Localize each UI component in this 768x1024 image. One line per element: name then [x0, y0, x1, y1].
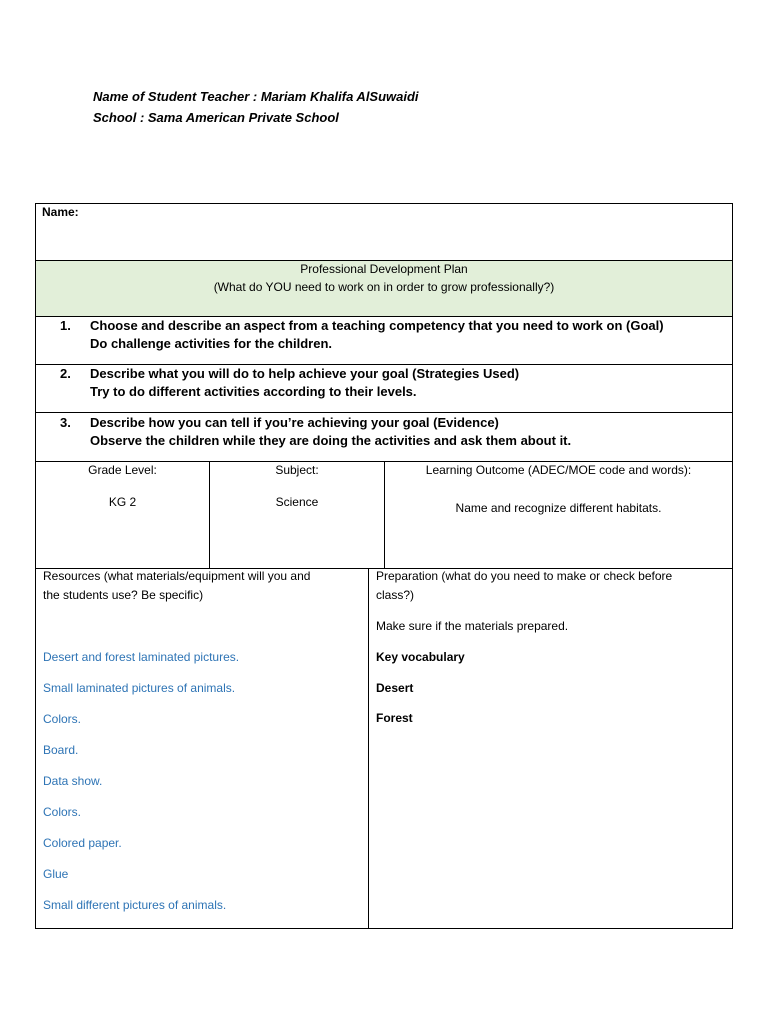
divider	[209, 462, 210, 568]
resource-item: Glue	[43, 867, 69, 881]
goal-number: 3.	[60, 415, 71, 430]
divider	[384, 462, 385, 568]
resource-item: Small different pictures of animals.	[43, 898, 227, 912]
pdp-subtitle: (What do YOU need to work on in order to grow professionally?)	[213, 280, 555, 294]
pdp-header-row	[35, 260, 733, 317]
goal-answer: Observe the children while they are doing the activities and ask them about it.	[90, 433, 572, 448]
goal-1	[60, 317, 664, 353]
resource-item: Data show.	[43, 774, 103, 788]
preparation-note: Make sure if the materials prepared.	[376, 619, 569, 633]
goal-answer: Do challenge activities for the children.	[90, 336, 333, 351]
resource-item: Desert and forest laminated pictures.	[43, 650, 240, 664]
goal-prompt: Describe how you can tell if you’re achieving your goal (Evidence)	[90, 415, 499, 430]
outcome-label: Learning Outcome (ADEC/MOE code and words):	[425, 463, 692, 477]
name-label: Name:	[42, 205, 79, 219]
subject-value: Science	[275, 495, 319, 509]
goal-prompt: Choose and describe an aspect from a teaching competency that you need to work on (Goal)	[90, 318, 664, 333]
outcome-value: Name and recognize different habitats.	[455, 501, 662, 515]
goal-prompt: Describe what you will do to help achieve your goal (Strategies Used)	[90, 366, 520, 381]
subject-label: Subject:	[275, 463, 319, 477]
name-row	[35, 203, 733, 261]
preparation-label-line-2: class?)	[376, 588, 415, 602]
resource-item: Colors.	[43, 712, 82, 726]
grade-label: Grade Level:	[88, 463, 157, 477]
goal-2	[60, 365, 519, 401]
goal-answer: Try to do different activities according to their levels.	[90, 384, 417, 399]
resource-item: Board.	[43, 743, 79, 757]
resource-item: Colored paper.	[43, 836, 122, 850]
grade-value: KG 2	[108, 495, 137, 509]
preparation-label-line-1: Preparation (what do you need to make or check before	[376, 569, 673, 583]
goal-number: 1.	[60, 318, 71, 333]
resource-item: Colors.	[43, 805, 82, 819]
school-name: School : Sama American Private School	[93, 110, 339, 125]
resource-item: Small laminated pictures of animals.	[43, 681, 236, 695]
pdp-title: Professional Development Plan	[300, 262, 468, 276]
goal-3	[60, 414, 571, 450]
divider	[368, 569, 369, 928]
resources-label-line-2: the students use? Be specific)	[43, 588, 204, 602]
vocab-item: Desert	[376, 681, 414, 695]
lesson-info-row	[35, 461, 733, 569]
goal-number: 2.	[60, 366, 71, 381]
key-vocabulary-label: Key vocabulary	[376, 650, 465, 664]
student-teacher-name: Name of Student Teacher : Mariam Khalifa AlSuwaidi	[93, 89, 419, 104]
vocab-item: Forest	[376, 711, 413, 725]
resources-label-line-1: Resources (what materials/equipment will you and	[43, 569, 311, 583]
